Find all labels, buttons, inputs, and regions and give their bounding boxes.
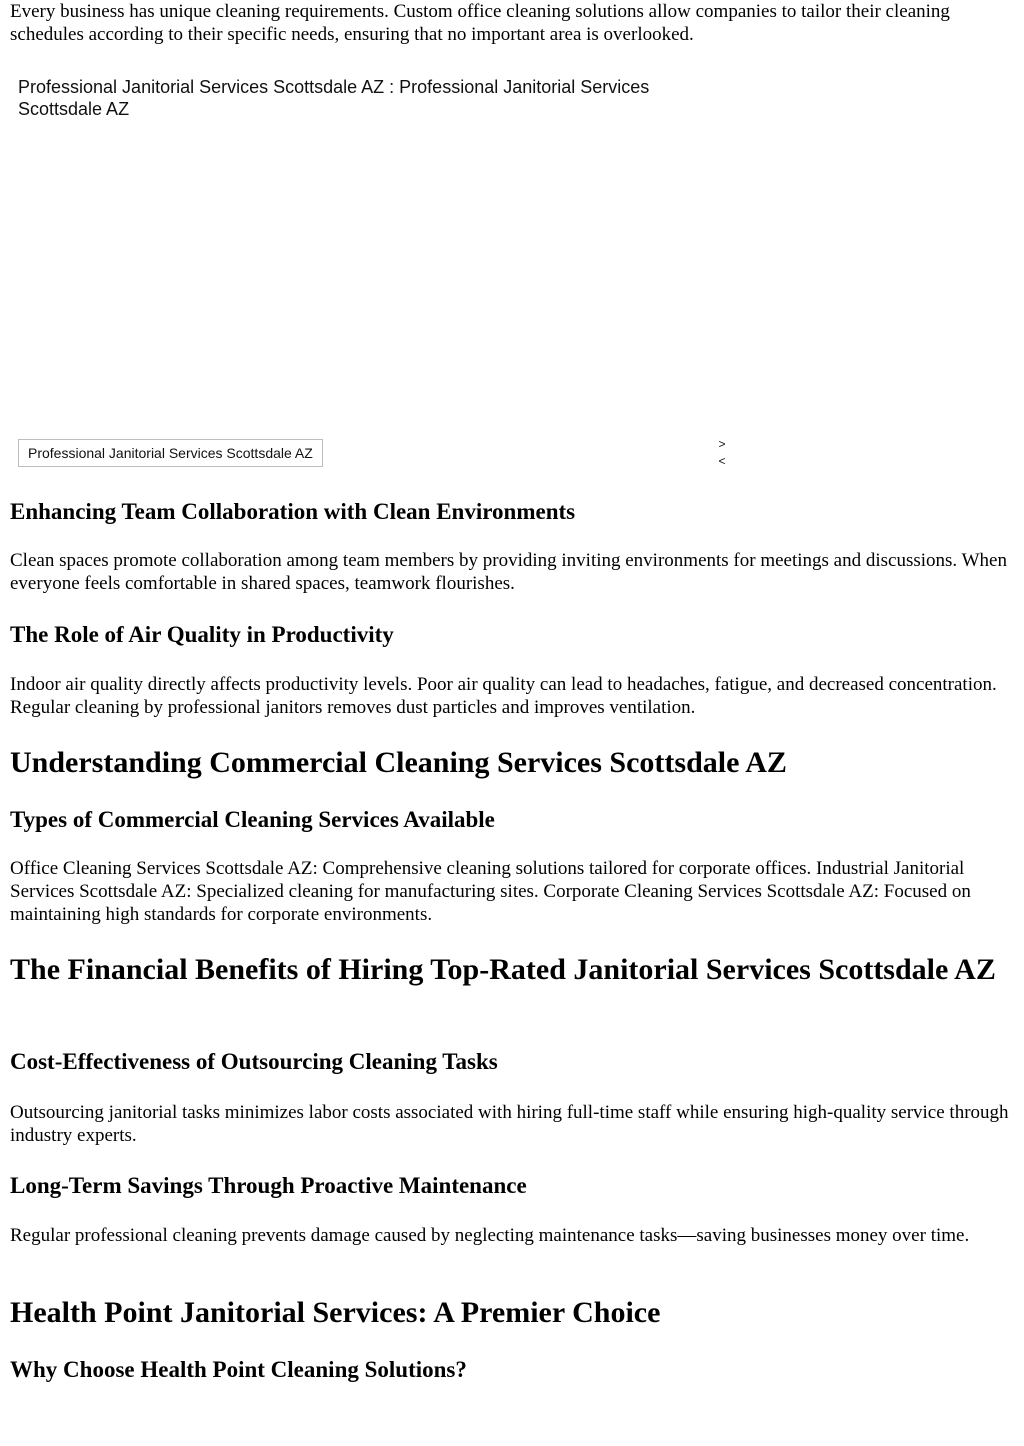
section-title: Health Point Janitorial Services: A Premier Choice bbox=[10, 1296, 661, 1329]
section-paragraph: Office Cleaning Services Scottsdale AZ: Comprehensive cleaning solutions tailored for corporate offices. Industrial Janitorial Services Scottsdale AZ: Specialized cleaning for manufacturing sites. Corporate Cleaning Services Scottsdale AZ: Focused on maintaining high standards for corporate environments. bbox=[10, 858, 971, 925]
section-paragraph: Clean spaces promote collaboration among team members by providing inviting environments for meetings and discussions. When everyone feels comfortable in shared spaces, teamwork flourishes. bbox=[10, 550, 1007, 594]
previous-slide-icon[interactable]: < bbox=[718, 454, 726, 468]
section-heading: Why Choose Health Point Cleaning Solutions? bbox=[10, 1357, 467, 1382]
intro-paragraph: Every business has unique cleaning requirements. Custom office cleaning solutions allow companies to tailor their cleaning schedules according to their specific needs, ensuring that no important area is overlooked. bbox=[10, 1, 950, 45]
section-heading: The Role of Air Quality in Productivity bbox=[10, 622, 394, 647]
slide-caption[interactable]: Professional Janitorial Services Scottsdale AZ bbox=[18, 439, 323, 467]
next-slide-icon[interactable]: > bbox=[718, 437, 726, 451]
embed-title[interactable]: Professional Janitorial Services Scottsdale AZ : Professional Janitorial Services Scottsdale AZ bbox=[10, 74, 732, 127]
section-paragraph: Indoor air quality directly affects productivity levels. Poor air quality can lead to headaches, fatigue, and decreased concentration. Regular cleaning by professional janitors removes dust particles and improves ventilation. bbox=[10, 674, 997, 718]
section-title: The Financial Benefits of Hiring Top-Rated Janitorial Services Scottsdale AZ bbox=[10, 953, 996, 986]
section-heading: Long-Term Savings Through Proactive Maintenance bbox=[10, 1173, 527, 1198]
section-paragraph: Outsourcing janitorial tasks minimizes labor costs associated with hiring full-time staff while ensuring high-quality service through industry experts. bbox=[10, 1102, 1009, 1146]
section-title: Understanding Commercial Cleaning Services Scottsdale AZ bbox=[10, 746, 787, 779]
presentation-embed[interactable] bbox=[10, 74, 732, 474]
section-heading: Cost-Effectiveness of Outsourcing Cleaning Tasks bbox=[10, 1049, 498, 1074]
slide-viewer[interactable] bbox=[10, 126, 732, 436]
section-paragraph: Regular professional cleaning prevents damage caused by neglecting maintenance tasks—saving businesses money over time. bbox=[10, 1225, 970, 1246]
section-heading: Enhancing Team Collaboration with Clean Environments bbox=[10, 499, 576, 524]
section-heading: Types of Commercial Cleaning Services Available bbox=[10, 807, 495, 832]
